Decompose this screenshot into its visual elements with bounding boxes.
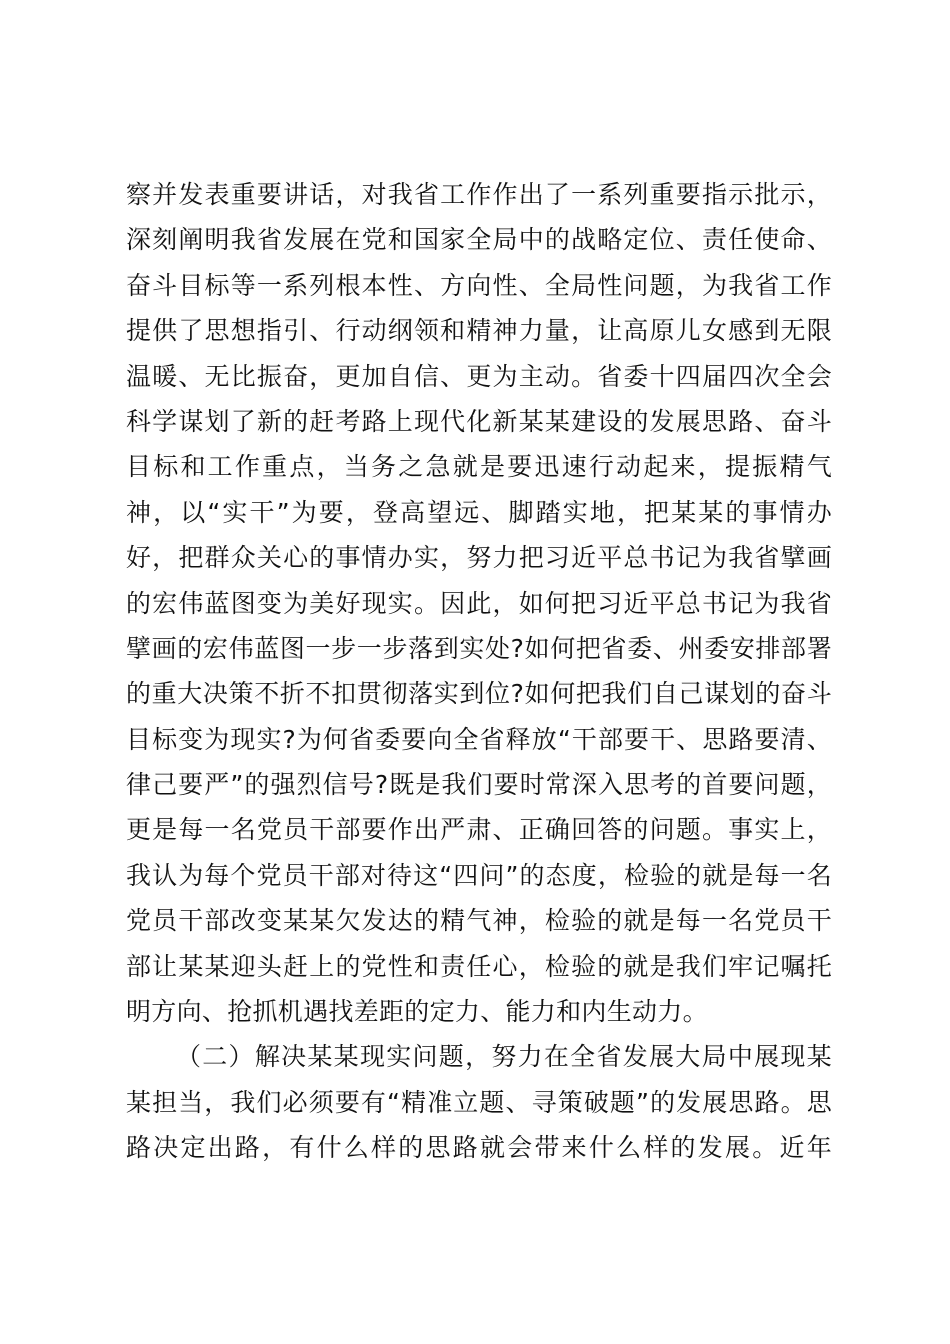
text-line: 深刻阐明我省发展在党和国家全局中的战略定位、责任使命、	[126, 225, 832, 255]
text-line: 党员干部改变某某欠发达的精气神，检验的就是每一名党员干	[126, 906, 832, 936]
text-line: 好，把群众关心的事情办实，努力把习近平总书记为我省擘画	[126, 543, 832, 573]
text-line: 科学谋划了新的赶考路上现代化新某某建设的发展思路、奋斗	[126, 406, 832, 436]
text-line: 律己要严”的强烈信号?既是我们要时常深入思考的首要问题，	[126, 770, 832, 800]
text-line: 路决定出路，有什么样的思路就会带来什么样的发展。近年	[126, 1133, 832, 1163]
text-line: 提供了思想指引、行动纲领和精神力量，让高原儿女感到无限	[126, 316, 832, 346]
section-heading-line: （二）解决某某现实问题，努力在全省发展大局中展现某	[176, 1042, 832, 1072]
body-text	[126, 172, 832, 1171]
text-line: 某担当，我们必须要有“精准立题、寻策破题”的发展思路。思	[126, 1087, 832, 1117]
text-line: 我认为每个党员干部对待这“四问”的态度，检验的就是每一名	[126, 860, 832, 890]
text-line: 奋斗目标等一系列根本性、方向性、全局性问题，为我省工作	[126, 270, 832, 300]
text-line: 目标变为现实?为何省委要向全省释放“干部要干、思路要清、	[126, 724, 832, 754]
text-line: 的宏伟蓝图变为美好现实。因此，如何把习近平总书记为我省	[126, 588, 832, 618]
text-line: 目标和工作重点，当务之急就是要迅速行动起来，提振精气	[126, 452, 832, 482]
text-line: 神，以“实干”为要，登高望远、脚踏实地，把某某的事情办	[126, 497, 832, 527]
text-line: 擘画的宏伟蓝图一步一步落到实处?如何把省委、州委安排部署	[126, 633, 832, 663]
text-line: 温暖、无比振奋，更加自信、更为主动。省委十四届四次全会	[126, 361, 832, 391]
text-line: 察并发表重要讲话，对我省工作作出了一系列重要指示批示，	[126, 180, 832, 209]
text-line: 明方向、抢抓机遇找差距的定力、能力和内生动力。	[126, 997, 708, 1027]
text-line: 更是每一名党员干部要作出严肃、正确回答的问题。事实上，	[126, 815, 832, 845]
text-line: 的重大决策不折不扣贯彻落实到位?如何把我们自己谋划的奋斗	[126, 679, 832, 709]
text-line: 部让某某迎头赶上的党性和责任心，检验的就是我们牢记嘱托	[126, 951, 832, 981]
